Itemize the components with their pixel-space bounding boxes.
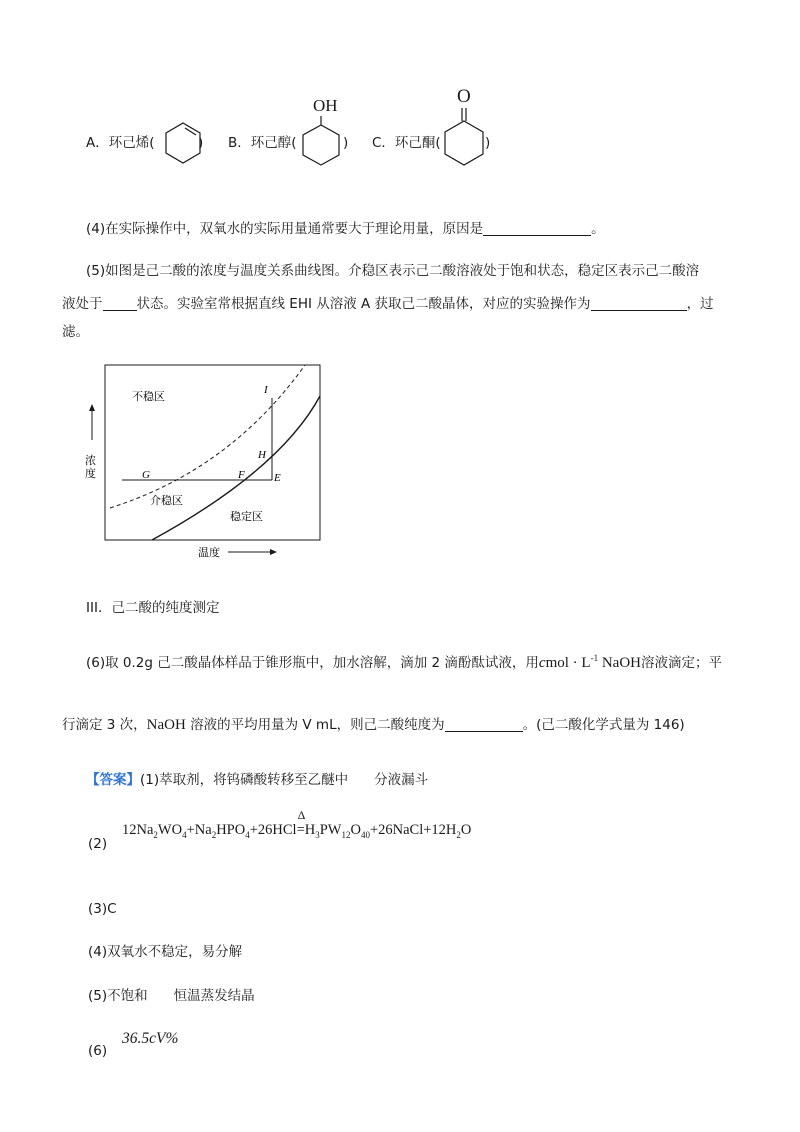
cyclohexanol-structure-icon [296, 114, 349, 176]
carbonyl-oxygen-label: O [457, 86, 471, 107]
answer-4: (4)双氧水不稳定，易分解 [88, 944, 243, 960]
region-metastable: 介稳区 [150, 495, 183, 507]
point-e: E [274, 472, 281, 484]
x-arrow-icon [270, 549, 277, 555]
option-a-label: A．环己烯( [86, 135, 155, 151]
region-stable: 稳定区 [230, 511, 263, 523]
question-5-line-2: 液处于 状态。实验室常根据直线 EHI 从溶液 A 获取己二酸晶体，对应的实验操作为 ，过 [62, 296, 714, 312]
answer-blank [445, 717, 523, 732]
y-label-2: 度 [85, 468, 96, 480]
point-g: G [142, 469, 150, 481]
point-i: I [264, 384, 268, 396]
answer-6-formula: 36.5cV% [122, 1030, 179, 1047]
answer-blank [103, 296, 137, 311]
answer-blank [591, 296, 687, 311]
y-label-1: 浓 [85, 455, 96, 467]
answer-2-label: (2) [88, 836, 108, 852]
heat-symbol: Δ [297, 808, 306, 822]
naoh-concentration: cmol · $L^{-1}$ NaOH [538, 653, 641, 671]
answer-2-equation: $12Na_2WO_4+Na_2HPO_4+26HCl$ Δ $=H_3PW_{12}O_{40}+26NaCl+12H_2O$ [122, 808, 472, 840]
option-b-close: ) [343, 135, 349, 151]
x-label: 温度 [198, 547, 220, 559]
y-arrow-icon [89, 404, 95, 411]
section-3-title: III．己二酸的纯度测定 [86, 600, 220, 616]
question-5-line-1: (5)如图是己二酸的浓度与温度关系曲线图。介稳区表示己二酸溶液处于饱和状态，稳定区表示己二酸溶 [86, 263, 700, 279]
point-f: F [238, 469, 245, 481]
answer-6-label: (6) [88, 1043, 108, 1059]
option-c-label: C．环己酮( [372, 135, 441, 151]
question-4-text: (4)在实际操作中，双氧水的实际用量通常要大于理论用量，原因是 [86, 221, 484, 237]
answer-5: (5)不饱和 恒温蒸发结晶 [88, 988, 255, 1004]
question-5-line-3: 滤。 [62, 324, 89, 340]
answer-3: (3)C [88, 901, 117, 917]
answer-tag: 【答案】 [86, 772, 140, 788]
solubility-diagram [80, 360, 340, 565]
region-unstable: 不稳区 [132, 391, 165, 403]
option-c-close: ) [485, 135, 491, 151]
question-6-line-1: (6)取 0.2g 己二酸晶体样品于锥形瓶中，加水溶解，滴加 2 滴酚酞试液，用cmol · $L^{-1}$ NaOH溶液滴定；平 [86, 653, 722, 671]
question-4-end: 。 [591, 221, 605, 237]
point-h: H [258, 449, 266, 461]
question-6-line-2: 行滴定 3 次，NaOH 溶液的平均用量为 V mL，则己二酸纯度为 。(己二酸化学式量为 146) [62, 717, 685, 733]
answer-blank [483, 221, 591, 236]
answer-1: 【答案】(1)萃取剂，将钨磷酸转移至乙醚中 分液漏斗 [86, 772, 429, 788]
dashed-curve [110, 365, 305, 508]
option-b-label: B．环己醇( [228, 135, 297, 151]
option-a-close: ) [198, 135, 204, 151]
question-4 [86, 221, 605, 237]
cyclohexanone-structure-icon [438, 106, 490, 174]
hydroxyl-label: OH [313, 96, 338, 115]
